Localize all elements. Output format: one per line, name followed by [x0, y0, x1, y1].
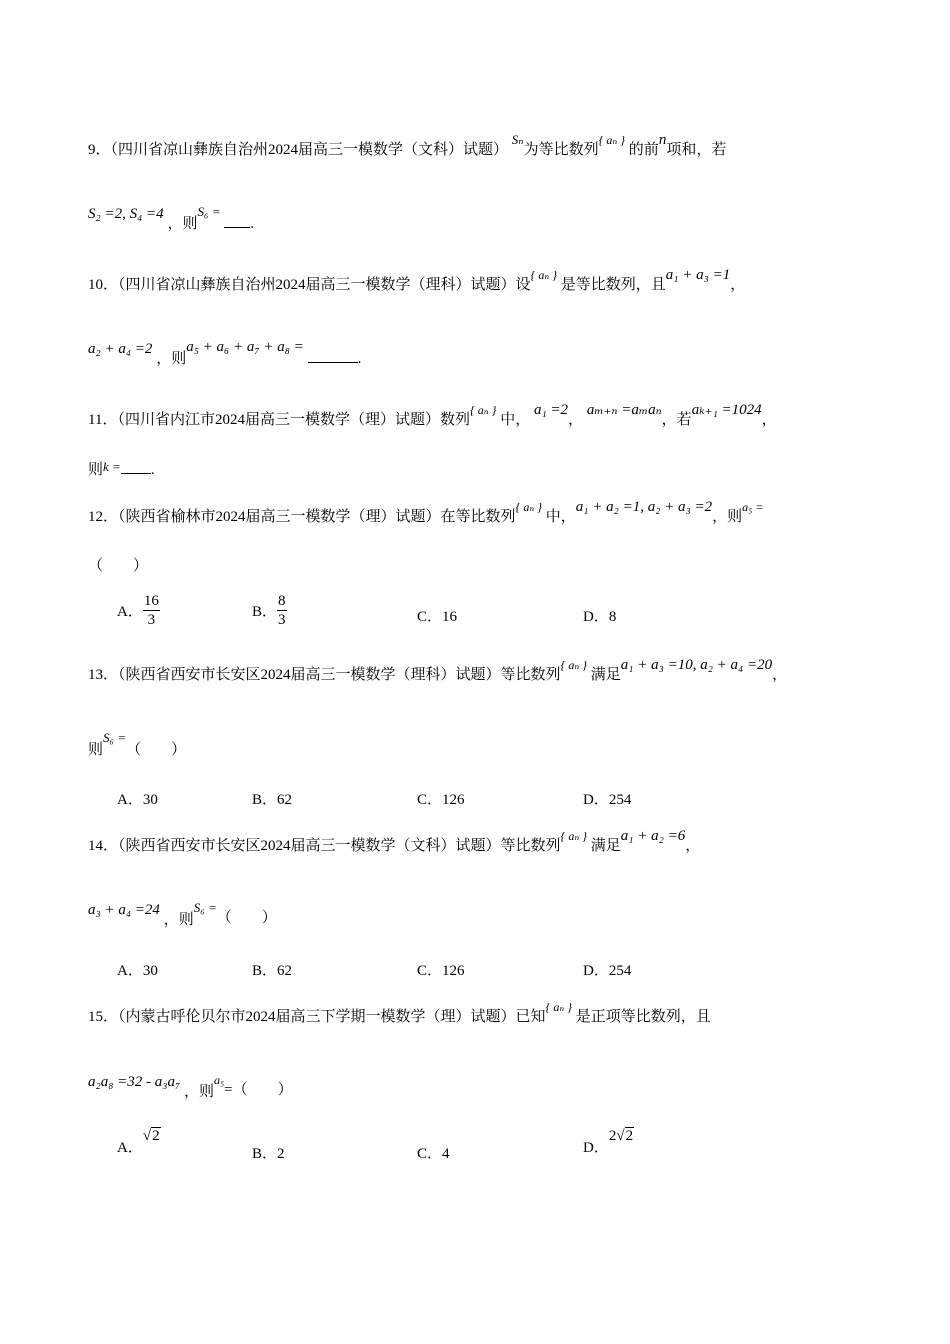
- question-12-line-1: [88, 499, 764, 527]
- radicand: 2: [625, 1128, 634, 1144]
- math-condition: aₖ₊₁ =1024: [691, 402, 762, 418]
- sequence-an: { aₙ }: [530, 268, 557, 282]
- math-ask: S₆ =: [193, 900, 217, 915]
- text: 是正项等比数列，且: [575, 1009, 711, 1025]
- option-label: B．: [252, 1146, 278, 1162]
- text: ，若: [661, 412, 692, 428]
- question-number: 10．: [88, 277, 119, 293]
- option-value: 126: [442, 792, 465, 808]
- math-condition: a₁ + a₃ =1: [665, 267, 731, 283]
- text: 满足: [590, 838, 621, 854]
- option-label: A．: [117, 1140, 143, 1156]
- question-13-line-1: [88, 657, 788, 685]
- text: ，: [730, 277, 746, 293]
- question-number: 14．: [88, 838, 119, 854]
- answer-blank[interactable]: [121, 459, 151, 474]
- question-15-line-1: [88, 1000, 711, 1027]
- question-13-line-2: [88, 730, 187, 760]
- coefficient: 2: [608, 1128, 617, 1144]
- option-b[interactable]: [252, 1142, 285, 1163]
- option-d[interactable]: [583, 1128, 634, 1156]
- text: ，: [568, 412, 584, 428]
- option-value: 16: [442, 609, 458, 625]
- sequence-an: { aₙ }: [545, 1000, 572, 1014]
- option-c[interactable]: [417, 959, 465, 980]
- answer-paren: （ ）: [88, 558, 149, 574]
- text: .: [357, 351, 362, 367]
- math-condition: S₂ =2, S₄ =4: [88, 206, 164, 222]
- text: 满足: [590, 667, 621, 683]
- sqrt: √2: [142, 1128, 160, 1144]
- text: ，则: [167, 216, 198, 232]
- answer-paren: =（ ）: [224, 1082, 293, 1098]
- option-label: D．: [583, 609, 609, 625]
- option-value: 62: [277, 963, 293, 979]
- text: 为等比数列: [523, 142, 599, 158]
- option-label: D．: [583, 792, 609, 808]
- text: ，则: [156, 351, 187, 367]
- option-label: D．: [583, 963, 609, 979]
- text: 的前: [628, 142, 659, 158]
- option-value: 2: [277, 1146, 285, 1162]
- option-d[interactable]: [583, 605, 616, 626]
- numerator: 8: [278, 593, 286, 609]
- math-ask: S₆ =: [103, 730, 127, 745]
- option-b[interactable]: [252, 788, 292, 809]
- text: ，: [761, 412, 777, 428]
- text: .: [150, 462, 155, 478]
- option-value: 62: [277, 792, 293, 808]
- answer-paren: （ ）: [126, 742, 187, 758]
- text: 则: [88, 462, 104, 478]
- question-10-line-2: [88, 338, 362, 367]
- question-11-line-2: [88, 459, 155, 480]
- sequence-an: { aₙ }: [515, 500, 542, 514]
- math-sn: Sₙ: [511, 132, 524, 147]
- denominator: 3: [147, 612, 156, 628]
- math-condition: a₁ + a₃ =10, a₂ + a₄ =20: [620, 657, 773, 673]
- question-14-line-1: [88, 828, 701, 856]
- fraction: [277, 592, 287, 629]
- option-c[interactable]: [417, 605, 457, 626]
- option-value: 4: [442, 1146, 450, 1162]
- answer-paren: （ ）: [216, 910, 277, 926]
- option-value: 126: [442, 963, 465, 979]
- option-label: A．: [117, 603, 143, 620]
- option-a[interactable]: [117, 959, 158, 980]
- question-14-line-2: [88, 900, 277, 928]
- question-source: （陕西省西安市长安区2024届高三一模数学（文科）试题）等比数列: [118, 838, 561, 854]
- text: 中，: [500, 412, 531, 428]
- option-c[interactable]: [417, 1142, 450, 1163]
- option-label: D．: [583, 1140, 609, 1156]
- question-number: 13．: [88, 667, 119, 683]
- text: ，: [772, 667, 788, 683]
- math-condition: a₁ =2: [533, 402, 569, 418]
- math-ask: a₅ =: [742, 500, 764, 514]
- sequence-an: { aₙ }: [560, 829, 587, 843]
- math-condition: a₁ + a₂ =1, a₂ + a₃ =2: [575, 499, 713, 515]
- option-label: C．: [417, 1146, 443, 1162]
- option-value: 254: [608, 792, 632, 808]
- math-condition: a₂a₈ =32 - a₃a₇: [88, 1074, 181, 1090]
- option-label: A．: [117, 963, 143, 979]
- question-11-line-1: [88, 402, 777, 430]
- question-10-line-1: [88, 267, 746, 295]
- question-number: 11．: [88, 412, 118, 428]
- math-condition: a₂ + a₄ =2: [88, 341, 153, 357]
- text: 项和，若: [666, 142, 727, 158]
- option-value: 8: [608, 609, 617, 625]
- option-d[interactable]: [583, 788, 631, 809]
- question-9-line-1: [88, 132, 727, 160]
- option-a[interactable]: [117, 788, 158, 809]
- option-label: B．: [252, 963, 278, 979]
- math-ask: S₆ =: [197, 204, 221, 219]
- option-a[interactable]: [117, 592, 160, 629]
- text: .: [250, 216, 254, 232]
- option-label: C．: [417, 609, 443, 625]
- sqrt: √2: [616, 1128, 634, 1144]
- option-d[interactable]: [583, 959, 631, 980]
- option-label: B．: [252, 603, 278, 620]
- text: 中，: [545, 509, 576, 525]
- math-condition: a₁ + a₂ =6: [620, 828, 686, 844]
- question-source: （陕西省西安市长安区2024届高三一模数学（理科）试题）等比数列: [118, 667, 561, 683]
- sequence-an: { aₙ }: [560, 658, 587, 672]
- question-source: （四川省凉山彝族自治州2024届高三一模数学（理科）试题）设: [118, 277, 531, 293]
- option-a[interactable]: [117, 1128, 161, 1156]
- math-condition: aₘ₊ₙ =aₘaₙ: [586, 402, 662, 418]
- fraction: [143, 592, 160, 629]
- option-value: 254: [608, 963, 632, 979]
- option-c[interactable]: [417, 788, 465, 809]
- option-label: C．: [417, 963, 443, 979]
- numerator: 16: [143, 593, 159, 609]
- math-ask: a₅: [214, 1073, 225, 1087]
- sequence-an: { aₙ }: [469, 403, 497, 417]
- question-number: 12．: [88, 509, 119, 525]
- question-source: （四川省凉山彝族自治州2024届高三一模数学（文科）试题）: [110, 142, 509, 158]
- math-ask: k =: [103, 459, 121, 474]
- text: ，则: [712, 509, 743, 525]
- option-label: A．: [117, 792, 143, 808]
- text: ，则: [163, 912, 194, 928]
- question-15-line-2: [88, 1072, 293, 1100]
- radicand: 2: [152, 1128, 160, 1144]
- denominator: 3: [278, 612, 286, 628]
- sequence-an: { aₙ }: [598, 133, 626, 147]
- option-label: B．: [252, 792, 278, 808]
- option-value: 30: [142, 963, 158, 979]
- option-b[interactable]: [252, 592, 287, 629]
- question-9-line-2: [88, 203, 254, 232]
- math-ask: a₅ + a₆ + a₇ + a₈ =: [186, 339, 304, 355]
- text: 是等比数列，且: [560, 277, 666, 293]
- math-n: n: [658, 132, 667, 148]
- question-number: 9．: [88, 142, 111, 158]
- text: ，: [685, 838, 701, 854]
- option-label: C．: [417, 792, 443, 808]
- question-source: （陕西省榆林市2024届高三一模数学（理）试题）在等比数列: [118, 509, 516, 525]
- option-value: 30: [142, 792, 158, 808]
- option-b[interactable]: [252, 959, 292, 980]
- math-condition: a₃ + a₄ =24: [88, 902, 160, 918]
- question-source: （四川省内江市2024届高三一模数学（理）试题）数列: [117, 412, 470, 428]
- question-source: （内蒙古呼伦贝尔市2024届高三下学期一模数学（理）试题）已知: [118, 1009, 546, 1025]
- text: 则: [88, 742, 104, 758]
- question-number: 15．: [88, 1009, 119, 1025]
- answer-blank[interactable]: [224, 213, 250, 228]
- text: ，则: [183, 1084, 214, 1100]
- answer-blank[interactable]: [308, 348, 358, 363]
